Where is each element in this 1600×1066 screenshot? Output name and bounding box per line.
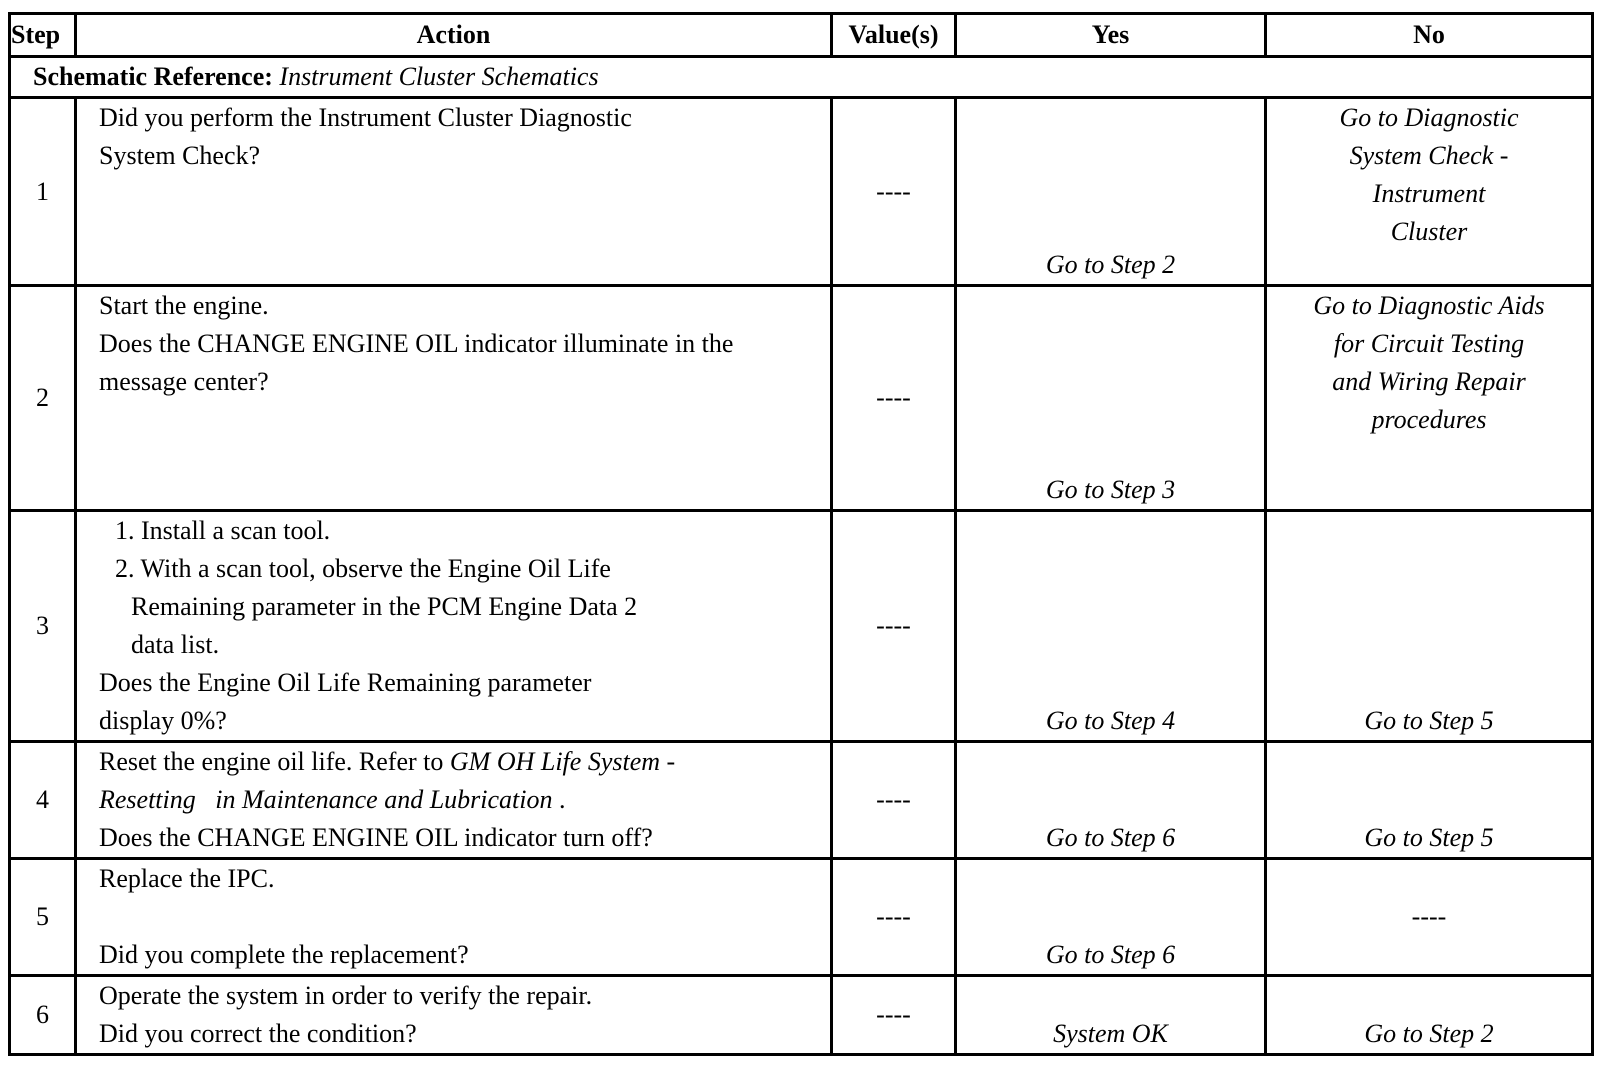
yes-link[interactable]: Go to Step 3 bbox=[956, 286, 1266, 511]
table-row bbox=[10, 286, 1593, 511]
header-row bbox=[10, 14, 1593, 57]
spacer bbox=[99, 898, 820, 936]
diagnostic-table bbox=[8, 12, 1594, 1056]
no-link-line: Cluster bbox=[1390, 217, 1468, 246]
header-action: Action bbox=[76, 14, 832, 57]
action-cell bbox=[76, 742, 832, 859]
schematic-reference bbox=[10, 57, 1593, 98]
step-number: 3 bbox=[10, 511, 76, 742]
values-cell: ---- bbox=[832, 511, 956, 742]
no-link-line: System Check - bbox=[1349, 141, 1509, 170]
no-value: ---- bbox=[1266, 859, 1593, 976]
action-text-line bbox=[99, 781, 820, 819]
no-link-line: Go to Diagnostic Aids bbox=[1313, 291, 1545, 320]
action-text: Does the CHANGE ENGINE OIL indicator turn off? bbox=[99, 823, 653, 852]
action-list-item: Remaining parameter in the PCM Engine Data 2 bbox=[131, 592, 638, 621]
reference-row bbox=[10, 57, 1593, 98]
action-text: display 0%? bbox=[99, 706, 227, 735]
yes-link[interactable]: Go to Step 4 bbox=[956, 511, 1266, 742]
yes-link[interactable]: Go to Step 6 bbox=[956, 859, 1266, 976]
no-link[interactable]: Go to Step 5 bbox=[1266, 742, 1593, 859]
no-link-line: Go to Diagnostic bbox=[1339, 103, 1519, 132]
action-text: . bbox=[552, 785, 566, 814]
action-text: Does the Engine Oil Life Remaining parameter bbox=[99, 668, 592, 697]
action-cell bbox=[76, 511, 832, 742]
step-number: 5 bbox=[10, 859, 76, 976]
action-text: Reset the engine oil life. Refer to bbox=[99, 747, 450, 776]
no-link[interactable]: Go to Step 5 bbox=[1266, 511, 1593, 742]
step-number: 4 bbox=[10, 742, 76, 859]
no-link-line: Instrument bbox=[1372, 179, 1486, 208]
no-link[interactable]: Go to Step 2 bbox=[1266, 976, 1593, 1055]
no-link[interactable] bbox=[1266, 98, 1593, 286]
action-text: message center? bbox=[99, 367, 269, 396]
action-text: Start the engine. bbox=[99, 291, 269, 320]
action-cell bbox=[76, 98, 832, 286]
reference-link[interactable]: Instrument Cluster Schematics bbox=[279, 62, 599, 91]
values-cell: ---- bbox=[832, 976, 956, 1055]
header-step: Step bbox=[10, 14, 76, 57]
action-cell bbox=[76, 286, 832, 511]
no-link-line: and Wiring Repair bbox=[1332, 367, 1526, 396]
header-no: No bbox=[1266, 14, 1593, 57]
action-text: Did you perform the Instrument Cluster Diagnostic bbox=[99, 103, 632, 132]
table-row bbox=[10, 511, 1593, 742]
action-text: Did you complete the replacement? bbox=[99, 940, 469, 969]
step-number: 2 bbox=[10, 286, 76, 511]
action-text: Did you correct the condition? bbox=[99, 1019, 417, 1048]
header-yes: Yes bbox=[956, 14, 1266, 57]
values-cell: ---- bbox=[832, 98, 956, 286]
yes-link[interactable]: Go to Step 2 bbox=[956, 98, 1266, 286]
values-cell: ---- bbox=[832, 859, 956, 976]
action-text: Does the CHANGE ENGINE OIL indicator illuminate in the bbox=[99, 329, 734, 358]
yes-link[interactable]: Go to Step 6 bbox=[956, 742, 1266, 859]
action-text: Replace the IPC. bbox=[99, 864, 275, 893]
reference-label: Schematic Reference: bbox=[33, 62, 273, 91]
values-cell: ---- bbox=[832, 286, 956, 511]
header-values: Value(s) bbox=[832, 14, 956, 57]
step-number: 1 bbox=[10, 98, 76, 286]
step-number: 6 bbox=[10, 976, 76, 1055]
action-cell bbox=[76, 859, 832, 976]
no-link-line: procedures bbox=[1371, 405, 1487, 434]
action-text: System Check? bbox=[99, 141, 261, 170]
action-text-line bbox=[99, 743, 820, 781]
values-cell: ---- bbox=[832, 742, 956, 859]
action-text: Operate the system in order to verify the repair. bbox=[99, 981, 593, 1010]
yes-result: System OK bbox=[956, 976, 1266, 1055]
no-link[interactable] bbox=[1266, 286, 1593, 511]
action-cell bbox=[76, 976, 832, 1055]
action-list-item: data list. bbox=[131, 630, 220, 659]
table-row bbox=[10, 859, 1593, 976]
table-row bbox=[10, 98, 1593, 286]
maintenance-link[interactable]: GM OH Life System - bbox=[449, 747, 676, 776]
maintenance-link[interactable]: Resetting in Maintenance and Lubrication bbox=[99, 785, 553, 814]
table-row bbox=[10, 976, 1593, 1055]
action-list-item: 2. With a scan tool, observe the Engine Oil Life bbox=[115, 554, 611, 583]
table-row bbox=[10, 742, 1593, 859]
action-list-item: 1. Install a scan tool. bbox=[115, 516, 331, 545]
no-link-line: for Circuit Testing bbox=[1333, 329, 1525, 358]
